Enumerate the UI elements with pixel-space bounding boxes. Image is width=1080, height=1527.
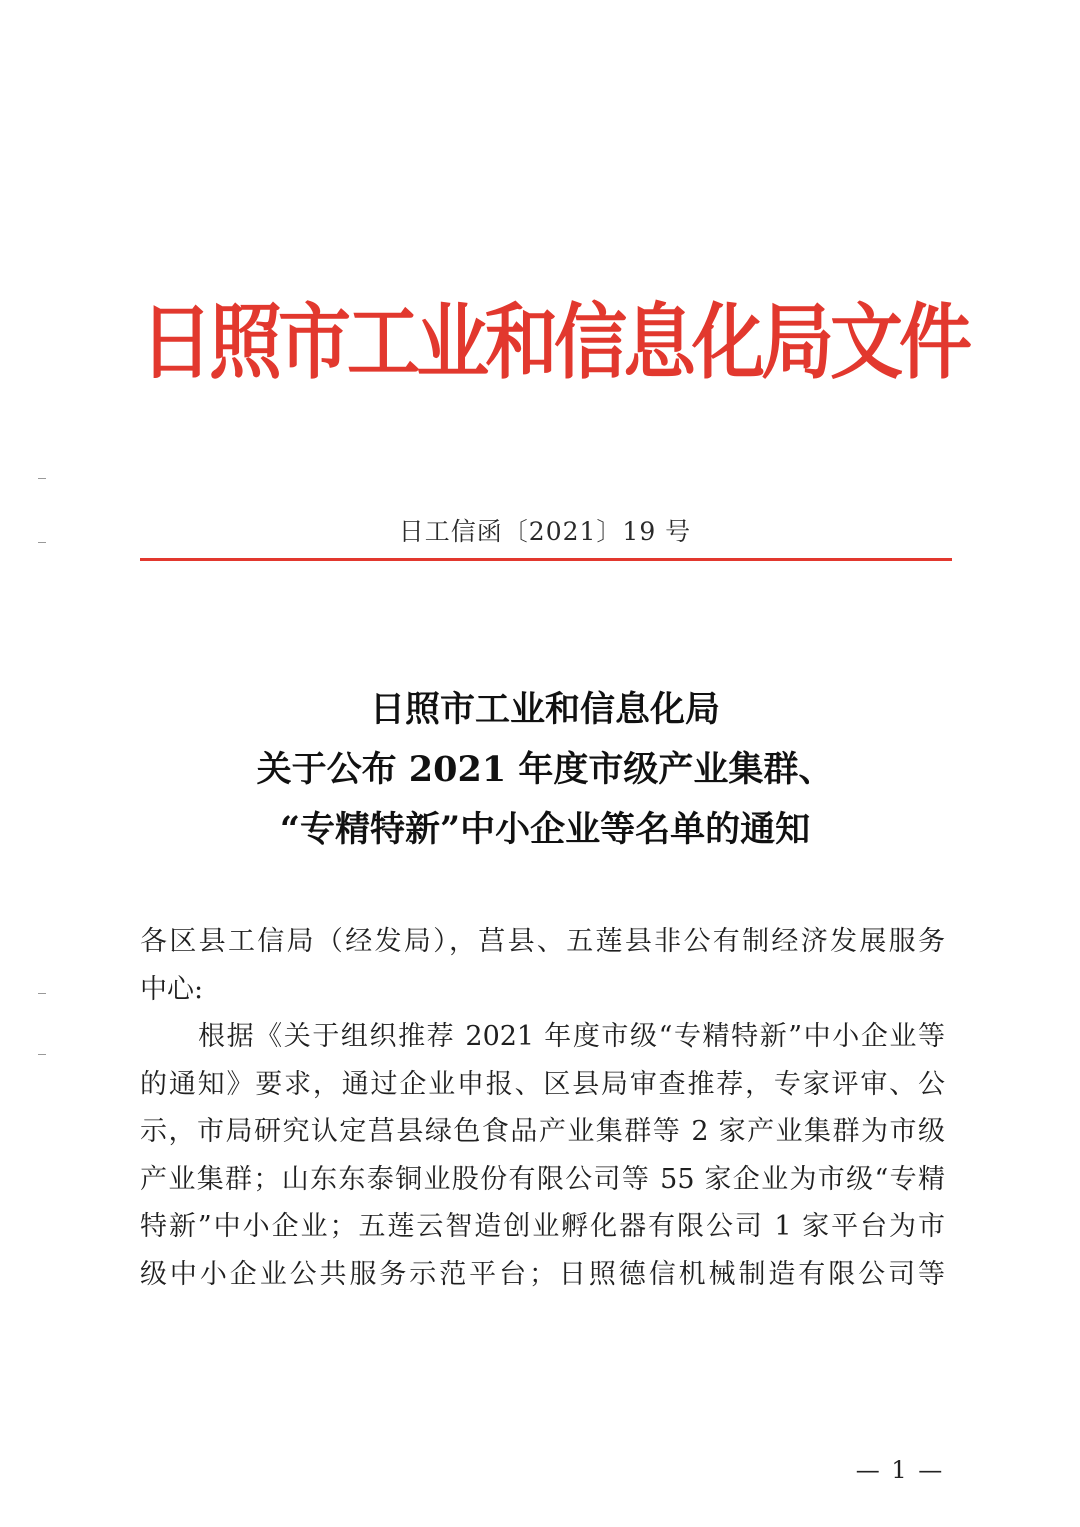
notice-body: [140, 918, 945, 1298]
margin-mark: [38, 993, 46, 994]
body-line: 特新”中小企业；五莲云智造创业孵化器有限公司 1 家平台为市: [140, 1211, 945, 1242]
addressee-line: 中心:: [140, 973, 204, 1005]
title-line: “专精特新”中小企业等名单的通知: [279, 809, 811, 850]
masthead-title: 日照市工业和信息化局文件: [140, 295, 968, 391]
margin-mark: [38, 478, 46, 479]
margin-mark: [38, 1054, 46, 1055]
notice-title: [140, 680, 950, 860]
page-number: — 1 —: [855, 1456, 945, 1484]
body-line: 的通知》要求，通过企业申报、区县局审查推荐，专家评审、公: [140, 1068, 945, 1100]
margin-mark: [38, 542, 46, 543]
title-line: 关于公布 2021 年度市级产业集群、: [256, 749, 834, 790]
body-line: 根据《关于组织推荐 2021 年度市级“专精特新”中小企业等: [198, 1021, 945, 1052]
document-number: 日工信函〔2021〕19 号: [398, 517, 692, 546]
body-line: 产业集群；山东东泰铜业股份有限公司等 55 家企业为市级“专精: [140, 1163, 945, 1195]
body-line: 级中小企业公共服务示范平台；日照德信机械制造有限公司等: [140, 1258, 945, 1290]
red-divider: [140, 558, 952, 561]
body-line: 示，市局研究认定莒县绿色食品产业集群等 2 家产业集群为市级: [140, 1116, 945, 1147]
title-line: 日照市工业和信息化局: [369, 689, 720, 730]
addressee-line: 各区县工信局（经发局），莒县、五莲县非公有制经济发展服务: [140, 926, 945, 957]
